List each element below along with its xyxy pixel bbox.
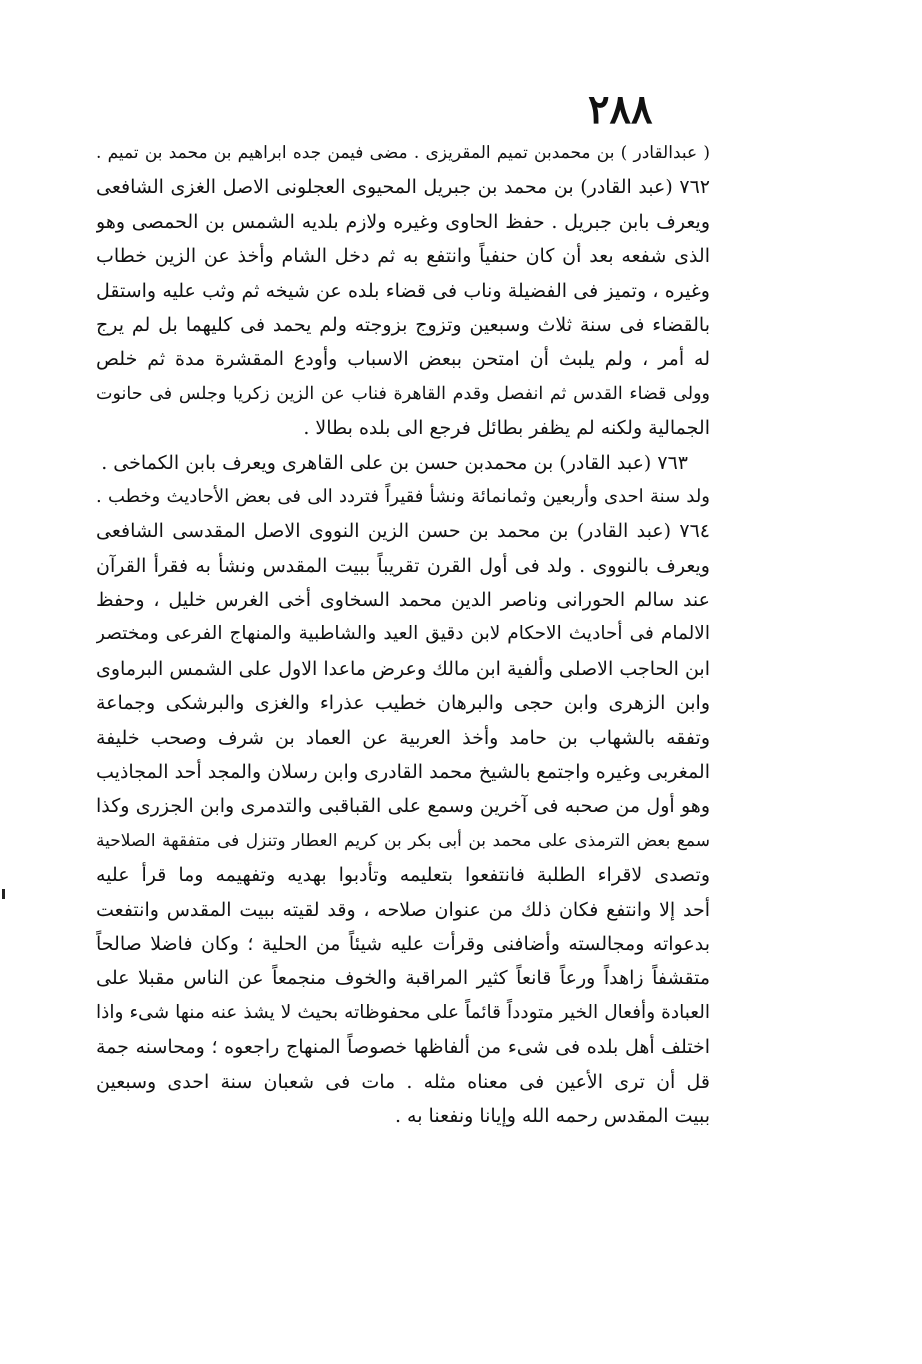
text-line: وتصدى لاقراء الطلبة فانتفعوا بتعليمه وتأدبوا بهديه وتفهيمه وما قرأ عليه: [96, 864, 710, 887]
text-line: بدعواته ومجالسته وأضافنى وقرأت عليه شيئاً من الحلية ؛ وكان فاضلا صالحاً: [96, 932, 710, 955]
text-line: له أمر ، ولم يلبث أن امتحن ببعض الاسباب وأودع المقشرة مدة ثم خلص: [96, 348, 710, 371]
text-line: ويعرف بابن جبريل . حفظ الحاوى وغيره ولازم بلديه الشمس بن الحمصى وهو: [96, 210, 710, 233]
text-line: ببيت المقدس رحمه الله وإيانا ونفعنا به .: [394, 1104, 710, 1127]
body-text: [96, 136, 710, 1133]
text-line: المغربى وغيره واجتمع بالشيخ محمد القادرى وابن رسلان والمجد أحد المجاذيب: [96, 761, 710, 784]
text-line: الذى شفعه بعد أن كان حنفياً وانتفع به ثم دخل الشام وأخذ عن الزين خطاب: [96, 245, 710, 268]
text-line: متقشفاً زاهداً ورعاً قانعاً كثير المراقبة والخوف منجمعاً عن الناس مقبلا على: [96, 967, 710, 990]
entry-764-heading: ٧٦٤ (عبد القادر) بن محمد بن حسن الزين النووى الاصل المقدسى الشافعى: [96, 520, 710, 543]
entry-763-heading: ٧٦٣ (عبد القادر) بن محمدبن حسن بن على القاهرى ويعرف بابن الكماخى .: [101, 451, 688, 474]
text-line: أحد إلا وانتفع فكان ذلك من عنوان صلاحه ، وقد لقيته ببيت المقدس وانتفعت: [96, 898, 710, 921]
margin-mark: [2, 889, 5, 899]
text-line: ( عبدالقادر ) بن محمدبن تميم المقريزى . مضى فيمن جده ابراهيم بن محمد بن تميم .: [96, 143, 710, 163]
text-line: العبادة وأفعال الخير متودداً قائماً على محفوظاته بحيث لا يشذ عنه منها شىء واذا: [96, 1001, 710, 1023]
text-line: قل أن ترى الأعين فى معناه مثله . مات فى شعبان سنة احدى وسبعين: [96, 1070, 710, 1093]
page-number: ٢٨٨: [588, 86, 653, 133]
text-line: وغيره ، وتميز فى الفضيلة وناب فى قضاء بلده عن شيخه ثم وثب عليه واستقل: [96, 279, 710, 302]
text-line: بالقضاء فى سنة ثلاث وسبعين وتزوج بزوجته ولم يحمد فى كليهما بل لم يرج: [96, 313, 710, 336]
text-line: اختلف أهل بلده فى شىء من ألفاظها خصوصاً المنهاج راجعوه ؛ ومحاسنه جمة: [96, 1036, 710, 1059]
text-line: ويعرف بالنووى . ولد فى أول القرن تقريباً ببيت المقدس ونشأ به فقرأ القرآن: [96, 554, 710, 577]
text-line: ابن الحاجب الاصلى وألفية ابن مالك وعرض ماعدا الاول على الشمس البرماوى: [96, 657, 710, 680]
entry-762-heading: ٧٦٢ (عبد القادر) بن محمد بن جبريل المحيوى العجلونى الاصل الغزى الشافعى: [96, 176, 710, 199]
text-line: سمع بعض الترمذى على محمد بن أبى بكر بن كريم العطار وتنزل فى متفقهة الصلاحية: [96, 830, 710, 851]
text-line: الالمام فى أحاديث الاحكام لابن دقيق العيد والشاطبية والمنهاج الفرعى ومختصر: [96, 623, 710, 645]
text-line: وولى قضاء القدس ثم انفصل وقدم القاهرة فناب عن الزين زكريا وجلس فى حانوت: [96, 383, 710, 404]
text-line: وابن الزهرى وابن حجى والبرهان خطيب عذراء والغزى والبرشكى وجماعة: [96, 692, 710, 715]
text-line: وهو أول من صحبه فى آخرين وسمع على القباقبى والتدمرى وابن الجزرى وكذا: [96, 795, 710, 818]
text-line: وتفقه بالشهاب بن حامد وأخذ العربية عن العماد بن شرف وصحب خليفة: [96, 726, 710, 749]
text-line: الجمالية ولكنه لم يظفر بطائل فرجع الى بلده بطالا .: [303, 417, 710, 440]
text-line: ولد سنة احدى وأربعين وثمانمائة ونشأ فقيراً فتردد الى فى بعض الأحاديث وخطب .: [96, 485, 710, 507]
text-line: عند سالم الحورانى وناصر الدين محمد السخاوى أخى الغرس خليل ، وحفظ: [96, 589, 710, 612]
